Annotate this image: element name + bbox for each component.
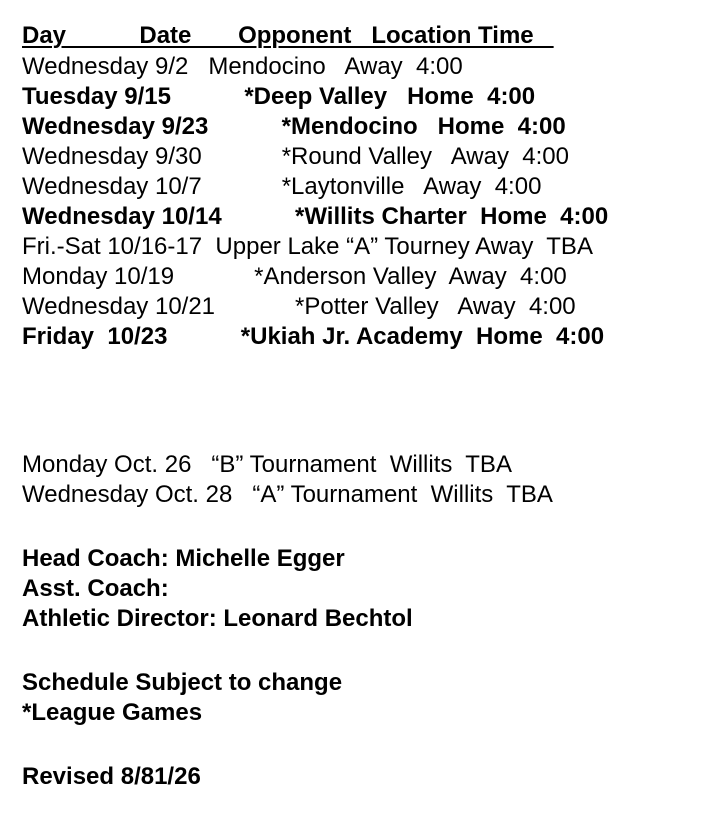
assistant-coach: Asst. Coach: (22, 575, 169, 602)
athletic-director: Athletic Director: Leonard Bechtol (22, 605, 413, 632)
game-row: Wednesday 9/2 Mendocino Away 4:00 (22, 53, 463, 80)
game-row: Wednesday 9/30 *Round Valley Away 4:00 (22, 143, 569, 170)
schedule-change-note: Schedule Subject to change (22, 669, 343, 696)
game-row: Wednesday 9/23 *Mendocino Home 4:00 (22, 113, 566, 140)
tournament-line: Wednesday Oct. 28 “A” Tournament Willits TBA (22, 481, 553, 508)
head-coach: Head Coach: Michelle Egger (22, 545, 345, 572)
schedule-header: Day Date Opponent Location Time (22, 22, 554, 49)
tournament-line: Monday Oct. 26 “B” Tournament Willits TBA (22, 451, 512, 478)
game-row: Monday 10/19 *Anderson Valley Away 4:00 (22, 263, 567, 290)
league-games-note: *League Games (22, 699, 203, 726)
game-row: Fri.-Sat 10/16-17 Upper Lake “A” Tourney Away TBA (22, 233, 593, 260)
game-row: Tuesday 9/15 *Deep Valley Home 4:00 (22, 83, 536, 110)
game-row: Wednesday 10/7 *Laytonville Away 4:00 (22, 173, 542, 200)
revised-date: Revised 8/81/26 (22, 763, 201, 790)
game-row: Wednesday 10/14 *Willits Charter Home 4:00 (22, 203, 609, 230)
game-row: Friday 10/23 *Ukiah Jr. Academy Home 4:00 (22, 323, 605, 350)
game-row: Wednesday 10/21 *Potter Valley Away 4:00 (22, 293, 576, 320)
